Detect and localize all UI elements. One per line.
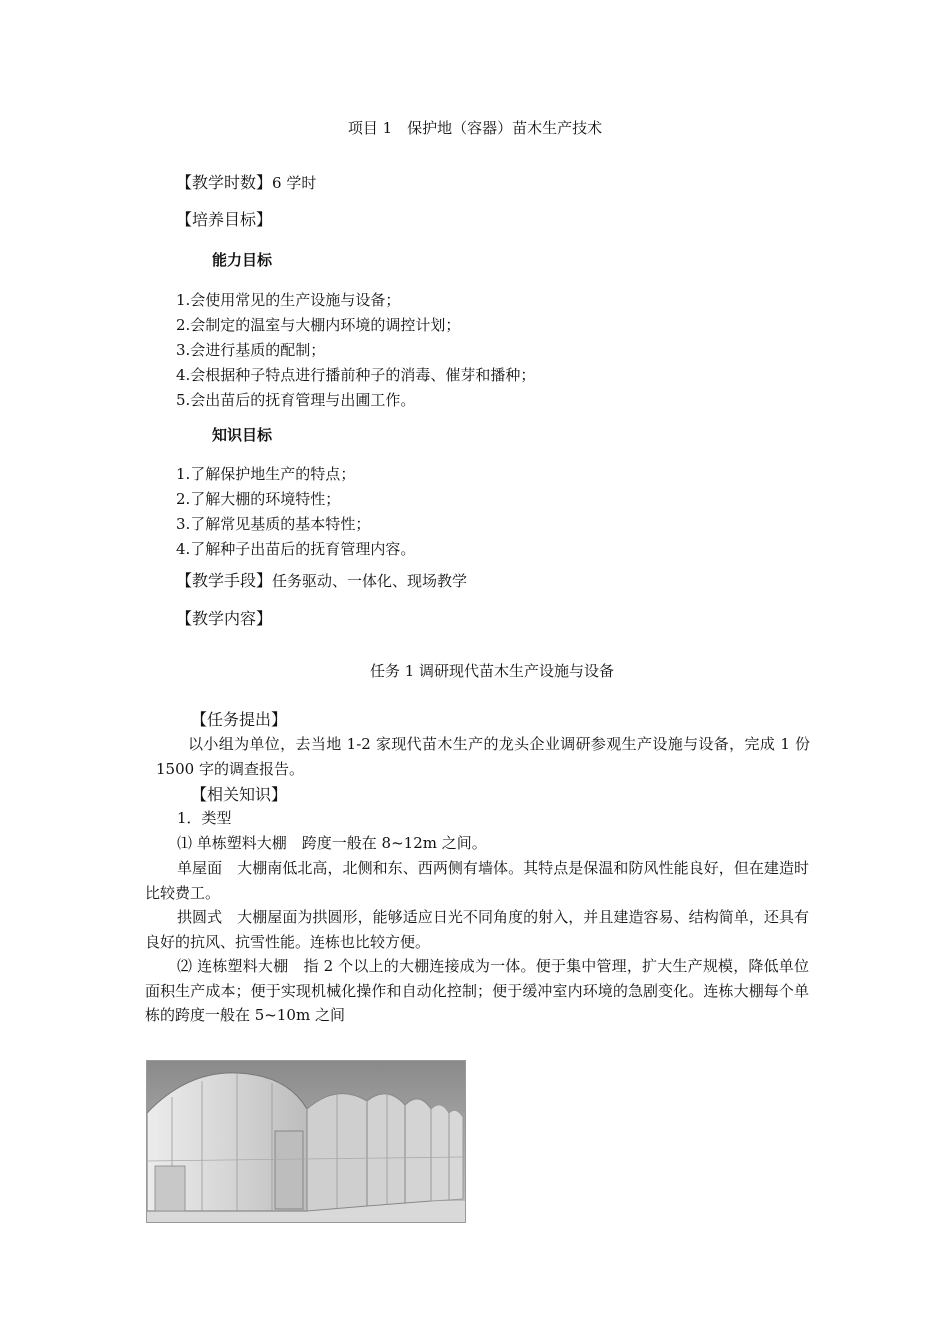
list-item: 4.会根据种子特点进行播前种子的消毒、催芽和播种；	[176, 366, 536, 384]
teaching-hours-value: 6 学时	[272, 174, 317, 192]
teaching-method-label: 【教学手段】	[176, 571, 273, 590]
content-label: 【教学内容】	[176, 609, 273, 628]
list-item: 1.了解保护地生产的特点；	[176, 465, 356, 483]
teaching-hours	[176, 173, 316, 193]
types-heading: 1．类型	[177, 809, 232, 827]
multi-span-paragraph: ⑵ 连栋塑料大棚 指 2 个以上的大棚连接成为一体。便于集中管理，扩大生产规模，降低单位面积生产成本；便于实现机械化操作和自动化控制；便于缓冲室内环境的急剧变化。连栋大棚每个单栋的跨度一般在 5~10m 之间	[145, 957, 809, 1024]
ability-heading: 能力目标	[212, 251, 273, 269]
single-roof-paragraph: 单屋面 大棚南低北高，北侧和东、西两侧有墙体。其特点是保温和防风性能良好，但在建造时比较费工。	[145, 859, 809, 902]
teaching-method-value: 任务驱动、一体化、现场教学	[272, 572, 468, 590]
list-item: 3.会进行基质的配制；	[176, 341, 326, 359]
list-item: 3.了解常见基质的基本特性；	[176, 515, 371, 533]
goals-label: 【培养目标】	[176, 210, 273, 229]
greenhouse-photo	[146, 1060, 466, 1223]
single-span-line: ⑴ 单栋塑料大棚 跨度一般在 8~12m 之间。	[177, 834, 487, 852]
task-title: 任务 1 调研现代苗木生产设施与设备	[369, 662, 615, 680]
list-item: 5.会出苗后的抚育管理与出圃工作。	[176, 391, 416, 409]
task-propose-label: 【任务提出】	[191, 710, 288, 729]
teaching-hours-label: 【教学时数】	[176, 173, 273, 192]
arched-paragraph: 拱圆式 大棚屋面为拱圆形，能够适应日光不同角度的射入，并且建造容易、结构简单，还具有良好的抗风、抗雪性能。连栋也比较方便。	[145, 908, 809, 951]
page-title: 项目 1 保护地（容器）苗木生产技术	[347, 119, 603, 137]
list-item: 2.会制定的温室与大棚内环境的调控计划；	[176, 316, 461, 334]
greenhouse-illustration	[147, 1061, 465, 1222]
list-item: 1.会使用常见的生产设施与设备；	[176, 291, 401, 309]
list-item: 2.了解大棚的环境特性；	[176, 490, 341, 508]
teaching-method	[176, 571, 467, 591]
task-propose-text: 以小组为单位，去当地 1-2 家现代苗木生产的龙头企业调研参观生产设施与设备，完成 1 份 1500 字的调查报告。	[156, 735, 810, 778]
list-item: 4.了解种子出苗后的抚育管理内容。	[176, 540, 416, 558]
related-knowledge-label: 【相关知识】	[191, 785, 288, 804]
knowledge-heading: 知识目标	[212, 426, 273, 444]
